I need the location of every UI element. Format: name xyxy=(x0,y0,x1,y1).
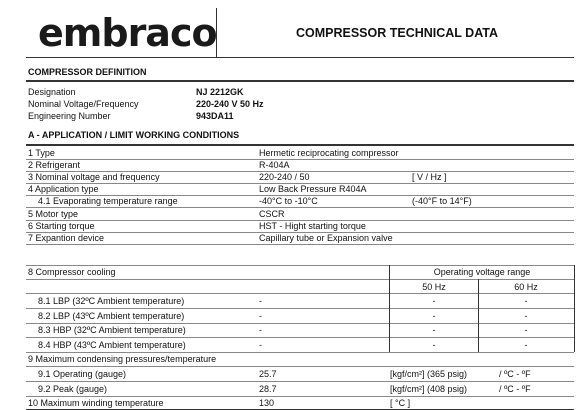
spec-row-value: Low Back Pressure R404A xyxy=(259,184,367,195)
cooling-row-label: 8.2 LBP (43ºC Ambient temperature) xyxy=(38,310,185,321)
pressures-top-rule xyxy=(26,352,574,353)
cooling-row-50hz: - xyxy=(432,310,436,321)
pressures-label: 9 Maximum condensing pressures/temperature xyxy=(28,354,217,364)
spec-row-label: 5 Motor type xyxy=(28,208,79,219)
section-a-rule xyxy=(26,144,574,146)
designation-label: Designation xyxy=(28,87,76,97)
row-divider xyxy=(26,396,574,397)
cooling-row-60hz: - xyxy=(524,325,528,335)
operating-voltage-range-header: Operating voltage range xyxy=(433,267,531,277)
cooling-label: 8 Compressor cooling xyxy=(28,267,116,277)
spec-row-value: HST - Hight starting torque xyxy=(259,220,366,231)
cooling-subheader-rule xyxy=(26,293,574,294)
col-50hz-header: 50 Hz xyxy=(422,282,446,292)
spec-row-value: CSCR xyxy=(259,208,285,219)
spec-row-value: R-404A xyxy=(259,160,290,171)
designation-value: NJ 2212GK xyxy=(196,87,244,97)
col-60hz-header: 60 Hz xyxy=(514,282,538,292)
range-mid-border xyxy=(478,279,479,352)
spec-row-label: 7 Expantion device xyxy=(28,232,105,243)
cooling-row-60hz: - xyxy=(524,296,528,306)
pressure-row-value: 25.7 xyxy=(259,369,277,379)
voltage-value: 220-240 V 50 Hz xyxy=(196,99,264,109)
pressure-row-temp: / ºC - ºF xyxy=(499,369,531,379)
row-divider xyxy=(26,207,574,208)
voltage-label: Nominal Voltage/Frequency xyxy=(28,99,139,109)
pressures-label-rule xyxy=(26,366,574,367)
section-a-heading: A - APPLICATION / LIMIT WORKING CONDITIONS xyxy=(28,130,240,140)
cooling-row-value: - xyxy=(259,325,262,335)
cooling-header-rule xyxy=(26,279,574,280)
spec-row-label: 3 Nominal voltage and frequency xyxy=(28,172,160,183)
cooling-row-60hz: - xyxy=(524,310,528,321)
spec-row-value: Capillary tube or Expansion valve xyxy=(259,232,393,243)
spec-row-label: 1 Type xyxy=(28,148,55,158)
spec-row-label: 2 Refrigerant xyxy=(28,160,81,171)
pressure-row-unit: [kgf/cm²] (365 psig) xyxy=(390,369,468,379)
cooling-row-60hz: - xyxy=(524,339,528,350)
row-divider xyxy=(26,159,574,160)
embraco-logo: embraco xyxy=(38,11,217,55)
engineering-number-label: Engineering Number xyxy=(28,111,111,121)
pressure-row-value: 28.7 xyxy=(259,383,277,394)
row-divider xyxy=(26,381,574,382)
spec-row-label: 6 Starting torque xyxy=(28,220,95,231)
engineering-number-value: 943DA11 xyxy=(196,111,234,121)
header-divider xyxy=(216,8,217,58)
cooling-top-rule xyxy=(26,265,574,266)
cooling-row-value: - xyxy=(259,296,262,306)
range-right-border xyxy=(574,265,575,352)
spec-row-extra: [ V / Hz ] xyxy=(412,172,447,183)
spec-row-value: Hermetic reciprocating compressor xyxy=(259,148,399,158)
winding-value: 130 xyxy=(259,398,275,408)
winding-label: 10 Maximum winding temperature xyxy=(28,398,164,408)
pressure-row-label: 9.1 Operating (gauge) xyxy=(38,369,127,379)
cooling-row-value: - xyxy=(259,339,262,350)
spec-row-value: 220-240 / 50 xyxy=(259,172,310,183)
header-bottom-rule xyxy=(26,57,574,58)
winding-unit: [ °C ] xyxy=(390,398,411,408)
pressure-row-unit: [kgf/cm²] (408 psig) xyxy=(390,383,468,394)
spec-row-value: -40°C to -10°C xyxy=(259,196,318,207)
page-title: COMPRESSOR TECHNICAL DATA xyxy=(295,26,499,40)
cooling-row-label: 8.4 HBP (43ºC Ambient temperature) xyxy=(38,339,186,350)
row-divider xyxy=(26,244,574,245)
spec-row-extra: (-40°F to 14°F) xyxy=(412,196,472,207)
pressure-row-label: 9.2 Peak (gauge) xyxy=(38,383,108,394)
spec-row-label: 4 Application type xyxy=(28,184,99,195)
cooling-row-label: 8.1 LBP (32ºC Ambient temperature) xyxy=(38,296,185,306)
spec-row-label: 4.1 Evaporating temperature range xyxy=(38,196,178,207)
cooling-row-value: - xyxy=(259,310,262,321)
definition-rule xyxy=(26,80,574,82)
cooling-row-50hz: - xyxy=(432,339,436,350)
definition-heading: COMPRESSOR DEFINITION xyxy=(28,67,147,77)
cooling-row-label: 8.3 HBP (32ºC Ambient temperature) xyxy=(38,325,186,335)
pressure-row-temp: / ºC - ºF xyxy=(499,383,531,394)
range-left-border xyxy=(389,265,390,352)
cooling-row-50hz: - xyxy=(432,325,436,335)
cooling-row-50hz: - xyxy=(432,296,436,306)
